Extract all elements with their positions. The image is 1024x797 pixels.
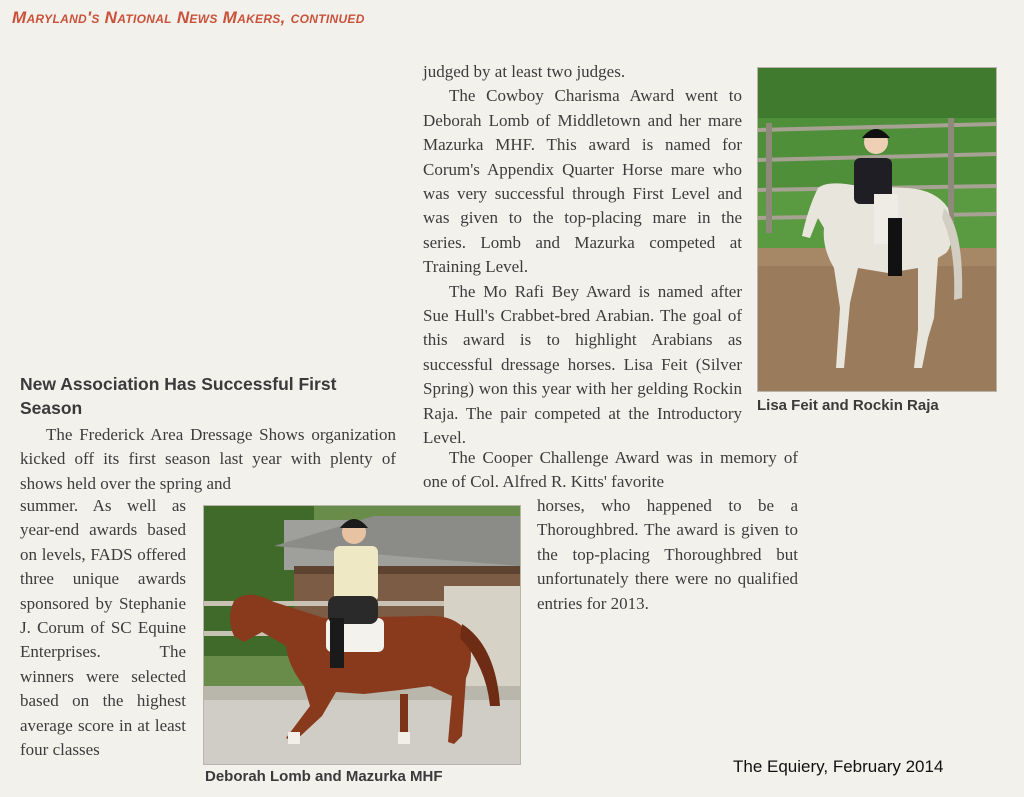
- paragraph: The Mo Rafi Bey Award is named after Sue Hull's Crabbet-bred Arabian. The goal of this award is to highlight Arabians as successful dressage horses. Lisa Feit (Silver Spring) won this year with her gelding Rockin Raja. The pair competed at the Introductory Level.: [423, 281, 742, 448]
- paragraph: judged by at least two judges.: [423, 62, 626, 81]
- photo-deborah-lomb: [203, 505, 521, 765]
- left-column-narrow: [20, 494, 186, 762]
- section-header: Maryland's National News Makers, continued: [12, 8, 365, 27]
- photo-lisa-feit: [757, 67, 997, 392]
- caption-deborah-lomb: Deborah Lomb and Mazurka MHF: [205, 768, 443, 785]
- paragraph: The Cooper Challenge Award was in memory of one of Col. Alfred R. Kitts' favorite: [423, 448, 798, 492]
- paragraph: summer. As well as year-end awards based on levels, FADS offered three unique awards sponsored by Stephanie J. Corum of SC Equine Enterprises. The winners were selected based on the highest average score in at least four classes: [20, 496, 186, 760]
- paragraph: horses, who happened to be a Thoroughbred. The award is given to the top-placing Thoroughbred but unfortunately there were no qualified entries for 2013.: [537, 496, 798, 613]
- middle-column-text-wide: [423, 446, 798, 495]
- source-credit: The Equiery, February 2014: [733, 757, 944, 776]
- middle-column-text: [423, 60, 742, 451]
- caption-lisa-feit: Lisa Feit and Rockin Raja: [757, 397, 939, 414]
- chestnut-horse-and-rider-photo: [204, 506, 520, 764]
- left-column-top: [20, 423, 396, 496]
- middle-column-continued: [537, 494, 798, 616]
- article-headline: New Association Has Successful First Season: [20, 374, 337, 418]
- grey-horse-and-rider-photo: [758, 68, 996, 391]
- paragraph: The Cowboy Charisma Award went to Deborah Lomb of Middletown and her mare Mazurka MHF. This award is named for Corum's Appendix Quarter Horse mare who was very successful through First Level and was given to the top-placing mare in the series. Lomb and Mazurka competed at Training Level.: [423, 86, 742, 277]
- paragraph: The Frederick Area Dressage Shows organization kicked off its first season last year with plenty of shows held over the spring and: [20, 425, 396, 493]
